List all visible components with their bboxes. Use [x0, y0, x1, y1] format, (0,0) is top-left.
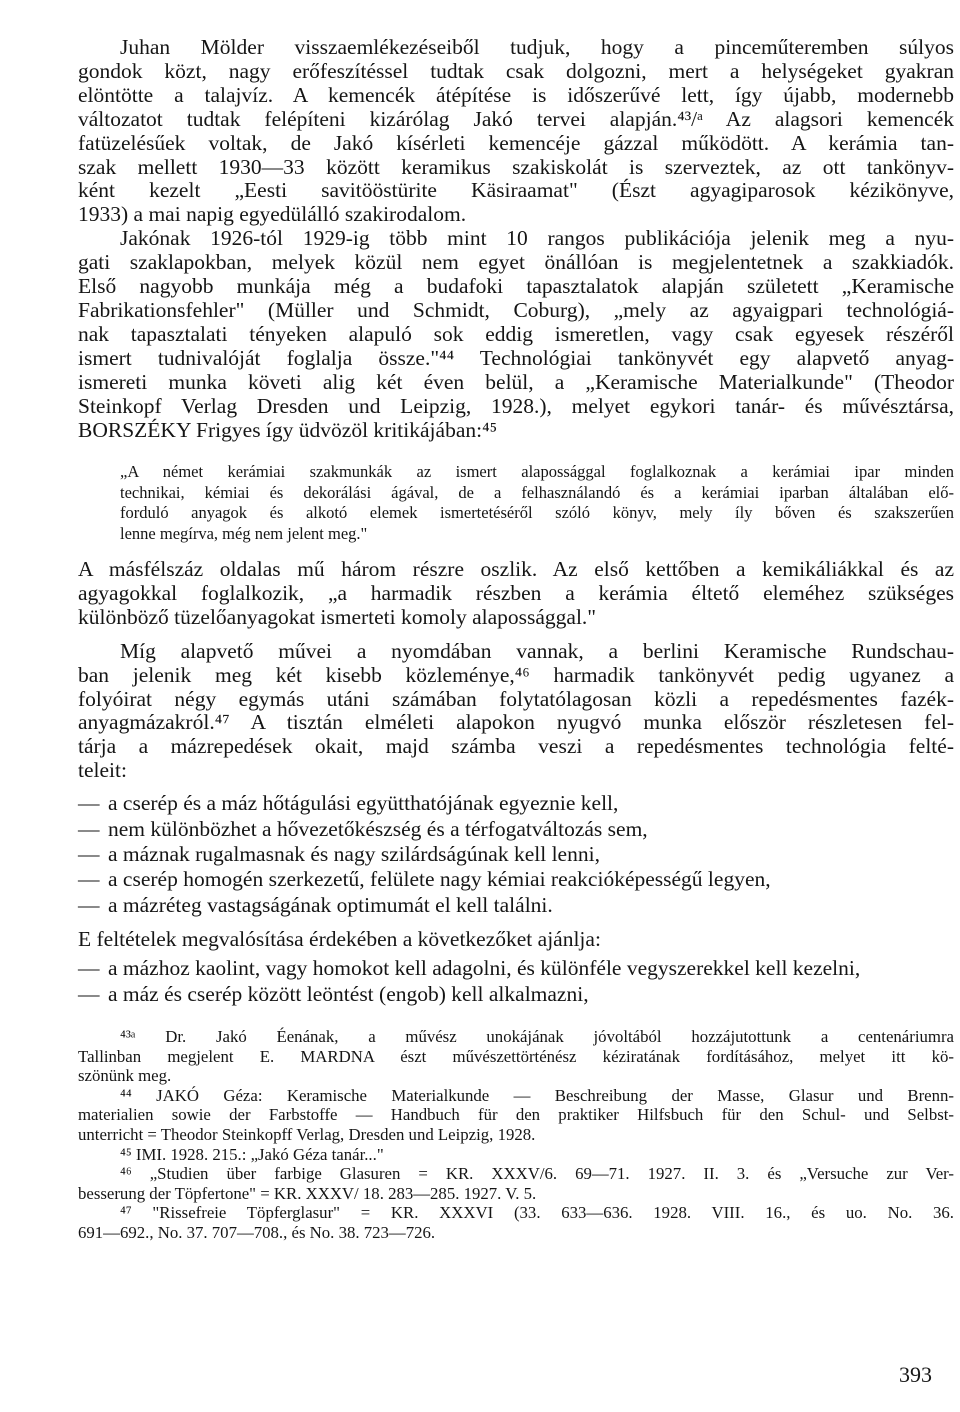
list-item-text: a mázhoz kaolint, vagy homokot kell adagolni, és különféle vegyszerekkel kell kezelni,: [108, 956, 861, 981]
text-line: Jakónak 1926-tól 1929-ig több mint 10 rangos publikációja jelenik meg a nyu-: [120, 226, 954, 251]
list-item: [78, 893, 954, 918]
list-item-text: a máz és cserép között leöntést (engob) kell alkalmazni,: [108, 981, 589, 1006]
page-number: 393: [899, 1362, 932, 1387]
paragraph-2: [78, 227, 954, 442]
list-item-text: nem különbözhet a hővezetőkészség és a térfogatváltozás sem,: [108, 816, 648, 841]
text-line: elöntötte a talajvíz. A kemencék átépítése is időszerűvé lett, így újabb, modernebb: [78, 82, 954, 107]
footnotes: [78, 1027, 954, 1243]
text-line: gondok közt, nagy erőfeszítéssel tudtak csak dolgozni, mert a helységeket gyakran: [78, 58, 954, 83]
paragraph-1: [78, 36, 954, 227]
text-line: teleit:: [78, 758, 127, 783]
dash-marker: —: [78, 956, 100, 981]
text-line: folyóirat négy egymás utáni számában folytatólagosan közli a repedésmentes fazék-: [78, 686, 954, 711]
quote-line: lenne megírva, még nem jelent meg.": [120, 523, 368, 543]
text-line: Juhan Mölder visszaemlékezéseiből tudjuk, hogy a pinceműteremben súlyos: [120, 35, 954, 59]
text-line: szak mellett 1930—33 között keramikus szakiskolát is szerveztek, az ott tankönyv-: [78, 154, 954, 179]
dash-marker: —: [78, 867, 100, 892]
dash-marker: —: [78, 892, 100, 917]
text-line: ként kezelt „Eesti savitööstürite Käsiraamat" (Észt agyagiparosok kézikönyve,: [78, 178, 954, 203]
dash-marker: —: [78, 816, 100, 841]
text-line: anyagmázakról.⁴⁷ A tisztán elméleti alapokon nyugvó munka először részletesen fel-: [78, 710, 954, 735]
footnote-line: ⁴⁷ "Rissefreie Töpferglasur" = KR. XXXVI (33. 633—636. 1928. VIII. 16., és uo. No. 36.: [120, 1203, 954, 1223]
dash-marker: —: [78, 981, 100, 1006]
footnote-line: ⁴⁶ „Studien über farbige Glasuren = KR. XXXV/6. 69—71. 1927. II. 3. és „Versuche zur Ver-: [120, 1164, 954, 1184]
block-quote: [120, 462, 954, 544]
dash-marker: —: [78, 791, 100, 816]
list-item: [78, 817, 954, 842]
paragraph-5: E feltételek megvalósítása érdekében a következőket ajánlja:: [78, 927, 601, 952]
list-item: [78, 842, 954, 867]
list-item: [78, 956, 954, 981]
footnote-line: ⁴⁵ IMI. 1928. 215.: „Jakó Géza tanár...": [120, 1144, 384, 1164]
text-line: A másfélszáz oldalas mű három részre oszlik. Az első kettőben a kemikáliákkal és az: [78, 557, 954, 582]
text-line: 1933) a mai napig egyedülálló szakirodalom.: [78, 202, 467, 227]
recommendations-list: [78, 956, 954, 1007]
document-page: [78, 36, 954, 1242]
text-line: ban jelenik meg két kisebb közleménye,⁴⁶ harmadik tankönyvét pedig ugyanez a: [78, 662, 954, 687]
text-line: Fabrikationsfehler" (Müller und Schmidt, Coburg), „mely az agyaigpari technológiá-: [78, 297, 954, 322]
text-line: Steinkopf Verlag Dresden und Leipzig, 1928.), melyet egykori tanár- és művésztársa,: [78, 393, 954, 418]
list-item: [78, 982, 954, 1007]
list-item-text: a cserép homogén szerkezetű, felülete nagy kémiai reakcióképességű legyen,: [108, 867, 771, 892]
list-item: [78, 867, 954, 892]
text-line: különböző tüzelőanyagokat ismerteti komoly alapossággal.": [78, 604, 597, 629]
dash-marker: —: [78, 842, 100, 866]
list-item: [78, 791, 954, 816]
quote-line: „A német kerámiai szakmunkák az ismert alapossággal foglalkoznak a kerámiai ipar minden: [120, 462, 954, 482]
quote-line: forduló anyagok és alkotó elemek ismertetéséről szóló könyv, mely íly bőven és szakszerűen: [120, 503, 954, 523]
text-line: Míg alapvető művei a nyomdában vannak, a berlini Keramische Rundschau-: [120, 638, 954, 663]
conditions-list: [78, 791, 954, 918]
text-line: ismereti munka követi alig két éven belül, a „Keramische Materialkunde" (Theodor: [78, 369, 954, 394]
text-line: nak tapasztalati tényeken alapuló sok eddig ismeretlen, vagy csak egyesek részéről: [78, 321, 954, 346]
list-item-text: a mázréteg vastagságának optimumát el kell találni.: [108, 892, 553, 917]
text-line: Első nagyobb munkája még a budafoki tapasztalatok alapján született „Keramische: [78, 274, 954, 299]
text-line: gati szaklapokban, melyek közül nem egyet önállóan is megjelentetnek a szakkiadók.: [78, 250, 954, 275]
footnote-line: ⁴⁴ JAKÓ Géza: Keramische Materialkunde — Beschreibung der Masse, Glasur und Brenn-: [120, 1085, 954, 1105]
footnote-line: materialien sowie der Farbstoffe — Handbuch für den praktiker Hilfsbuch für den Schul- und Selbst-: [78, 1105, 954, 1125]
text-line: BORSZÉKY Frigyes így üdvözöl kritikájában:⁴⁵: [78, 417, 498, 442]
footnote-line: 691—692., No. 37. 707—708., és No. 38. 723—726.: [78, 1222, 436, 1242]
footnote-line: unterricht = Theodor Steinkopff Verlag, Dresden und Leipzig, 1928.: [78, 1124, 536, 1144]
footnote-line: ⁴³ᵃ Dr. Jakó Éenának, a művész unokájának jóvoltából hozzájutottunk a centenáriumra: [120, 1026, 954, 1046]
quote-line: technikai, kémiai és dekorálási ágával, de a felhasználandó és a kerámiai iparban általában elő-: [120, 482, 954, 502]
paragraph-3: [78, 558, 954, 630]
text-line: ismert tudnivalóját foglalja össze."⁴⁴ Technológiai tankönyvét egy alapvető anyag-: [78, 345, 954, 370]
footnote-line: Tallinban megjelent E. MARDNA észt művészettörténész kéziratának fordításához, melyet itt kö-: [78, 1046, 954, 1066]
list-item-text: a máznak rugalmasnak és nagy szilárdságúnak kell lenni,: [108, 842, 600, 866]
list-item-text: a cserép és a máz hőtágulási együtthatójának egyeznie kell,: [108, 791, 619, 816]
text-line: fatüzelésűek voltak, de Jakó kísérleti kemencéje gázzal működött. A kerámia tan-: [78, 130, 954, 155]
text-line: agyagokkal foglalkozik, „a harmadik részben a kerámia éltető eleméhez szükséges: [78, 580, 954, 605]
text-line: változatot tudtak felépíteni kizárólag Jakó tervei alapján.⁴³/ᵃ Az alagsori kemencék: [78, 106, 954, 131]
footnote-line: szönünk meg.: [78, 1066, 172, 1086]
paragraph-4: [78, 640, 954, 783]
text-line: tárja a mázrepedések okait, majd számba veszi a repedésmentes technológia felté-: [78, 734, 954, 759]
footnote-line: besserung der Töpfertone" = KR. XXXV/ 18. 283—285. 1927. V. 5.: [78, 1183, 537, 1203]
